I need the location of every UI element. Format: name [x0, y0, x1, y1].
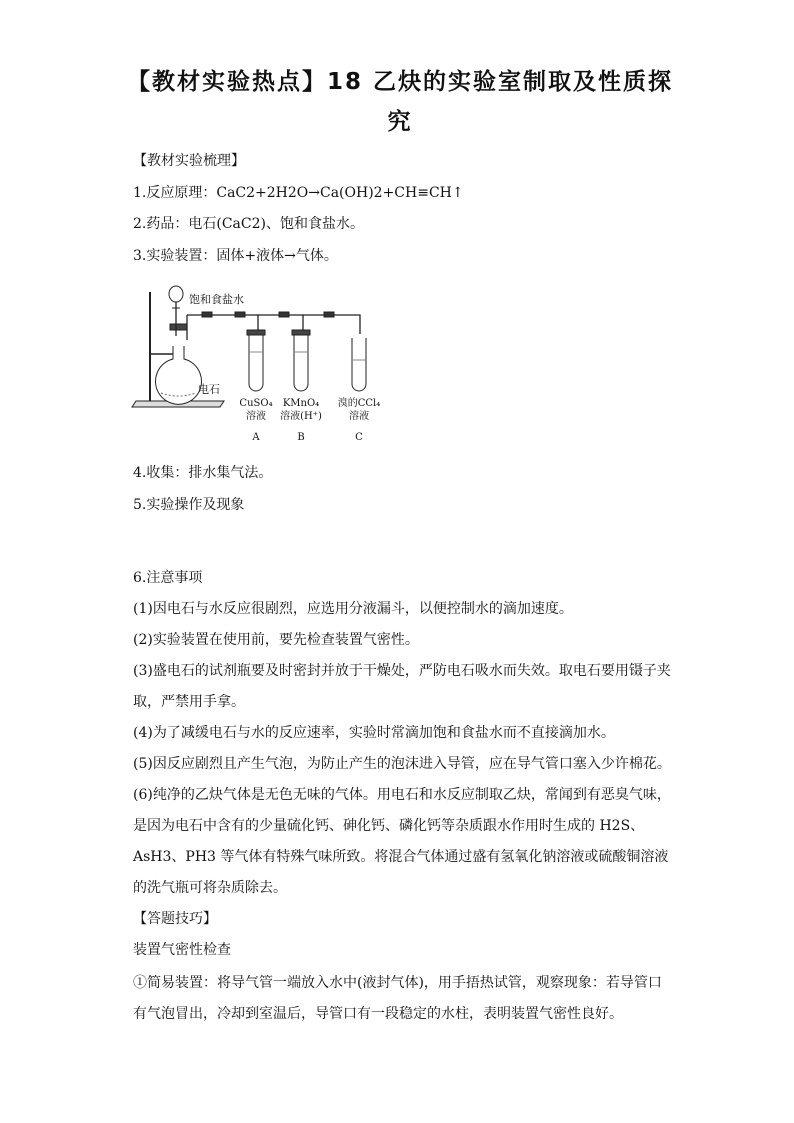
- test-tube-a: [249, 334, 263, 391]
- flask-stopper: [170, 324, 187, 330]
- tube-a-label-2: 溶液: [246, 411, 266, 422]
- tube-b-letter: B: [297, 432, 305, 443]
- apparatus-diagram: [128, 280, 398, 448]
- section-heading-tips: 【答题技巧】: [133, 911, 217, 927]
- title-line-1: 【教材实验热点】18 乙炔的实验室制取及性质探: [126, 69, 673, 95]
- test-tube-b: [294, 334, 308, 391]
- page-title: [100, 62, 700, 142]
- sub-heading-airtightness: 装置气密性检查: [133, 942, 231, 958]
- test-tube-c: [352, 338, 366, 391]
- note-line: 取，严禁用手拿。: [133, 694, 245, 710]
- note-line: (6)纯净的乙炔气体是无色无味的气体。用电石和水反应制取乙炔，常闻到有恶臭气味，: [133, 787, 671, 803]
- note-line: 是因为电石中含有的少量硫化钙、砷化钙、磷化钙等杂质跟水作用时生成的 H2S、: [133, 818, 645, 834]
- tip-line: 有气泡冒出，冷却到室温后，导管口有一段稳定的水柱，表明装置气密性良好。: [133, 1006, 623, 1022]
- tip-line: ①简易装置：将导气管一端放入水中(液封气体)，用手捂热试管，观察现象：若导管口: [133, 975, 662, 991]
- note-line: 的洗气瓶可将杂质除去。: [133, 880, 287, 896]
- reaction-principle: 1.反应原理：CaC2+2H2O→Ca(OH)2+CH≡CH↑: [133, 185, 464, 201]
- tube-c-label-2: 溶液: [349, 411, 369, 422]
- tube-a-letter: A: [252, 432, 260, 443]
- note-line: (4)为了减缓电石与水的反应速率，实验时常滴加饱和食盐水而不直接滴加水。: [133, 725, 615, 741]
- precautions-heading: 6.注意事项: [133, 570, 203, 586]
- tube-c-letter: C: [355, 432, 363, 443]
- separatory-funnel: [169, 286, 183, 302]
- apparatus-type: 3.实验装置：固体+液体→气体。: [133, 248, 338, 264]
- flask-label: 电石: [198, 383, 220, 396]
- note-line: (2)实验装置在使用前，要先检查装置气密性。: [133, 632, 419, 648]
- section-heading-experiment: 【教材实验梳理】: [133, 153, 245, 169]
- operations-heading: 5.实验操作及现象: [133, 497, 245, 513]
- tube-clip: [202, 312, 212, 317]
- tube-a-label-1: CuSO₄: [239, 398, 273, 409]
- reagents: 2.药品：电石(CaC2)、饱和食盐水。: [133, 216, 364, 232]
- funnel-label: 饱和食盐水: [189, 293, 244, 306]
- note-line: AsH3、PH3 等气体有特殊气味所致。将混合气体通过盛有氢氧化钠溶液或硫酸铜溶液: [133, 849, 669, 865]
- note-line: (3)盛电石的试剂瓶要及时密封并放于干燥处，严防电石吸水而失效。取电石要用镊子夹: [133, 663, 671, 679]
- tube-b-label-2: 溶液(H⁺): [280, 411, 322, 422]
- tube-c-label-1: 溴的CCl₄: [337, 398, 381, 409]
- note-line: (5)因反应剧烈且产生气泡，为防止产生的泡沫进入导管，应在导气管口塞入少许棉花。: [133, 756, 671, 772]
- title-line-2: 究: [387, 109, 413, 135]
- collection-method: 4.收集：排水集气法。: [133, 465, 273, 481]
- note-line: (1)因电石与水反应很剧烈，应选用分液漏斗，以便控制水的滴加速度。: [133, 601, 573, 617]
- tube-b-label-1: KMnO₄: [282, 398, 320, 409]
